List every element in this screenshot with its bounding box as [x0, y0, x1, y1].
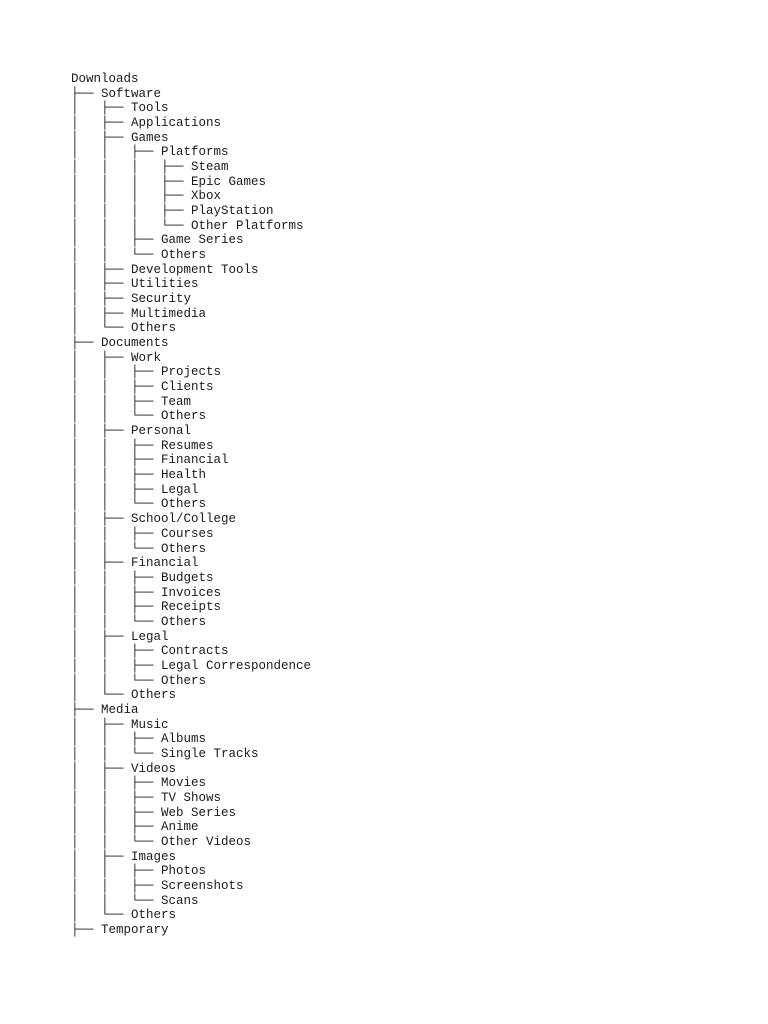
- tree-line: │ ├── Multimedia: [71, 306, 207, 321]
- tree-line: │ │ ├── Albums: [71, 732, 207, 747]
- tree-line: │ │ ├── Projects: [71, 365, 222, 380]
- tree-line: │ │ └── Other Videos: [71, 834, 252, 849]
- tree-line: │ ├── Images: [71, 849, 177, 864]
- tree-line: │ │ ├── Legal: [71, 482, 199, 497]
- tree-line: │ │ ├── TV Shows: [71, 790, 222, 805]
- tree-line: │ ├── School/College: [71, 512, 237, 527]
- tree-line: │ ├── Games: [71, 130, 169, 145]
- tree-line: │ ├── Development Tools: [71, 262, 259, 277]
- tree-line: │ ├── Financial: [71, 556, 199, 571]
- tree-line: │ │ └── Scans: [71, 893, 199, 908]
- tree-line: │ ├── Music: [71, 717, 169, 732]
- tree-line: │ │ └── Others: [71, 673, 207, 688]
- tree-line: │ │ │ ├── Epic Games: [71, 174, 267, 189]
- tree-line: │ │ ├── Team: [71, 394, 192, 409]
- tree-line: │ │ └── Single Tracks: [71, 746, 259, 761]
- tree-line: │ ├── Security: [71, 292, 192, 307]
- tree-line: │ │ ├── Anime: [71, 820, 199, 835]
- tree-line: │ │ └── Others: [71, 248, 207, 263]
- tree-line: │ ├── Utilities: [71, 277, 199, 292]
- tree-line: │ │ │ ├── Steam: [71, 160, 229, 175]
- tree-line: │ │ ├── Clients: [71, 380, 214, 395]
- tree-line: │ │ │ └── Other Platforms: [71, 218, 304, 233]
- tree-line: │ │ └── Others: [71, 614, 207, 629]
- tree-line: ├── Software: [71, 86, 162, 101]
- tree-line: │ │ ├── Web Series: [71, 805, 237, 820]
- tree-line: │ ├── Legal: [71, 629, 169, 644]
- tree-line: ├── Documents: [71, 336, 169, 351]
- tree-line: │ │ ├── Photos: [71, 864, 207, 879]
- tree-line: │ │ │ ├── PlayStation: [71, 204, 274, 219]
- tree-line: │ │ └── Others: [71, 497, 207, 512]
- tree-line: │ ├── Tools: [71, 101, 169, 116]
- tree-line: │ │ ├── Platforms: [71, 145, 229, 160]
- tree-line: │ │ └── Others: [71, 541, 207, 556]
- tree-line: │ │ ├── Invoices: [71, 585, 222, 600]
- tree-line: ├── Media: [71, 702, 139, 717]
- tree-line: Downloads: [71, 72, 139, 86]
- tree-line: │ ├── Applications: [71, 116, 222, 131]
- tree-line: │ │ ├── Game Series: [71, 233, 244, 248]
- tree-line: │ │ ├── Resumes: [71, 438, 214, 453]
- tree-line: │ │ ├── Financial: [71, 453, 229, 468]
- tree-line: │ ├── Work: [71, 350, 162, 365]
- tree-line: │ └── Others: [71, 321, 177, 336]
- tree-line: │ ├── Videos: [71, 761, 177, 776]
- tree-line: │ ├── Personal: [71, 424, 192, 439]
- tree-line: │ │ ├── Legal Correspondence: [71, 658, 312, 673]
- tree-line: │ │ │ ├── Xbox: [71, 189, 222, 204]
- tree-line: │ │ ├── Screenshots: [71, 878, 244, 893]
- tree-line: │ │ ├── Budgets: [71, 570, 214, 585]
- tree-line: │ └── Others: [71, 908, 177, 923]
- tree-line: │ │ ├── Receipts: [71, 600, 222, 615]
- tree-line: │ │ └── Others: [71, 409, 207, 424]
- folder-tree: [71, 72, 311, 938]
- tree-line: ├── Temporary: [71, 922, 169, 937]
- tree-line: │ │ ├── Movies: [71, 776, 207, 791]
- tree-line: │ │ ├── Courses: [71, 526, 214, 541]
- tree-line: │ └── Others: [71, 688, 177, 703]
- tree-line: │ │ ├── Contracts: [71, 644, 229, 659]
- tree-line: │ │ ├── Health: [71, 468, 207, 483]
